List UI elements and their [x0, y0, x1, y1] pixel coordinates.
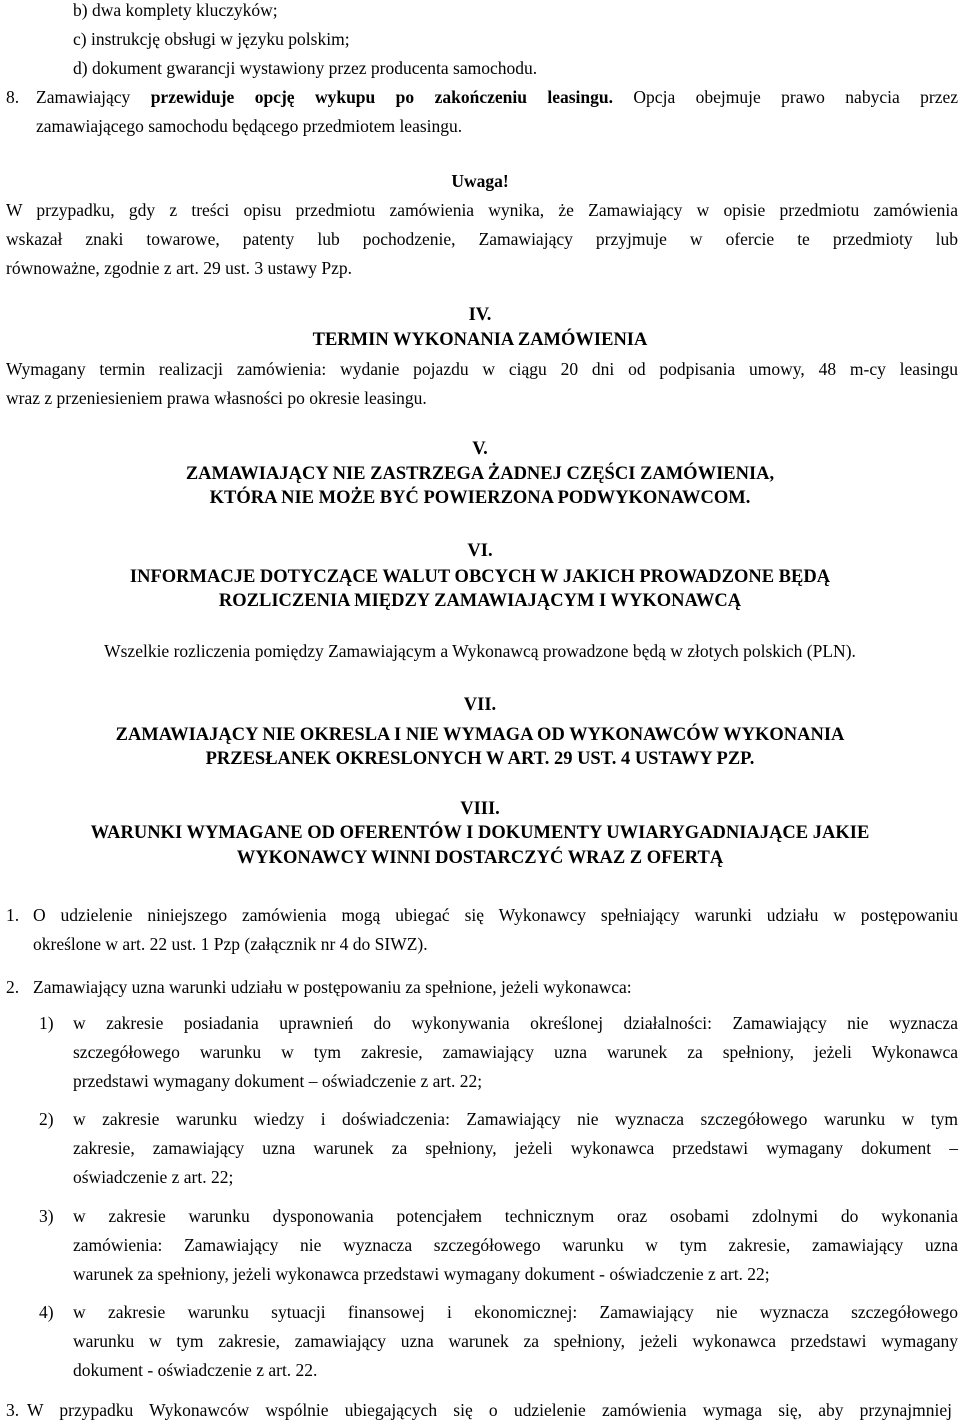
item-8-line-2: zamawiającego samochodu będącego przedmiotem leasingu. [36, 116, 463, 136]
section-8-title-2: WYKONAWCY WINNI DOSTARCZYĆ WRAZ Z OFERTĄ [236, 848, 724, 868]
point-3-number: 3. [6, 1400, 20, 1420]
note-line-1: W przypadku, gdy z treści opisu przedmiotu zamówienia wynika, że Zamawiający w opisie przedmiotu zamówienia [6, 200, 958, 220]
sub-2-line-2: zakresie, zamawiający uzna warunek za spełniony, jeżeli wykonawca przedstawi wymagany dokument – [73, 1138, 958, 1158]
item-8-number: 8. [6, 87, 20, 107]
section-8-number: VIII. [460, 799, 500, 819]
sub-2-line-1: w zakresie warunku wiedzy i doświadczenia: Zamawiający nie wyznacza szczegółowego warunku w tym [73, 1109, 958, 1129]
sub-3-number: 3) [39, 1206, 54, 1226]
item-8-lead: Zamawiający [36, 87, 131, 107]
sub-4-line-1: w zakresie warunku sytuacji finansowej i ekonomicznej: Zamawiający nie wyznacza szczegółowego [73, 1302, 958, 1322]
sub-3-line-1: w zakresie warunku dysponowania potencjałem technicznym oraz osobami zdolnymi do wykonania [73, 1206, 958, 1226]
list-item-c: c) instrukcję obsługi w języku polskim; [73, 29, 350, 49]
section-5-title-1: ZAMAWIAJĄCY NIE ZASTRZEGA ŻADNEJ CZĘŚCI ZAMÓWIENIA, [185, 464, 775, 484]
point-2-number: 2. [6, 977, 20, 997]
section-5-number: V. [472, 439, 488, 459]
item-8-bold: przewiduje opcję wykupu po zakończeniu leasingu. [150, 87, 613, 107]
sub-4-line-2: warunku w tym zakresie, zamawiający uzna warunek za spełniony, jeżeli wykonawca przedstawi wymagany [73, 1331, 958, 1351]
note-line-2: wskazał znaki towarowe, patenty lub pochodzenie, Zamawiający przyjmuje w ofercie te przedmioty lub [6, 229, 958, 249]
sub-4-line-3: dokument - oświadczenie z art. 22. [73, 1360, 318, 1380]
section-8-title-1: WARUNKI WYMAGANE OD OFERENTÓW I DOKUMENTY UWIARYGADNIAJĄCE JAKIE [90, 823, 870, 843]
section-6-title-2: ROZLICZENIA MIĘDZY ZAMAWIAJĄCYM I WYKONAWCĄ [218, 591, 742, 611]
sub-1-number: 1) [39, 1013, 54, 1033]
section-6-text: Wszelkie rozliczenia pomiędzy Zamawiającym a Wykonawcą prowadzone będą w złotych polskich (PLN). [104, 641, 856, 661]
section-7-title-1: ZAMAWIAJĄCY NIE OKRESLA I NIE WYMAGA OD WYKONAWCÓW WYKONANIA [115, 725, 845, 745]
sub-1-line-1: w zakresie posiadania uprawnień do wykonywania określonej działalności: Zamawiający nie wyznacza [73, 1013, 958, 1033]
section-5-title-2: KTÓRA NIE MOŻE BYĆ POWIERZONA PODWYKONAWCOM. [209, 488, 751, 508]
point-3-line-1: W przypadku Wykonawców wspólnie ubiegających się o udzielenie zamówienia wymaga się, aby przynajmniej [27, 1400, 952, 1420]
section-4-title: TERMIN WYKONANIA ZAMÓWIENIA [312, 330, 648, 350]
section-6-title-1: INFORMACJE DOTYCZĄCE WALUT OBCYCH W JAKICH PROWADZONE BĘDĄ [129, 567, 831, 587]
sub-2-number: 2) [39, 1109, 54, 1129]
section-7-title-2: PRZESŁANEK OKRESLONYCH W ART. 29 UST. 4 USTAWY PZP. [205, 749, 755, 769]
sub-3-line-2: zamówienia: Zamawiający nie wyznacza szczegółowego warunku w tym zakresie, zamawiający uzna [73, 1235, 958, 1255]
section-6-number: VI. [467, 541, 493, 561]
note-title: Uwaga! [451, 171, 509, 191]
list-item-d: d) dokument gwarancji wystawiony przez producenta samochodu. [73, 58, 538, 78]
note-line-3: równoważne, zgodnie z art. 29 ust. 3 ustawy Pzp. [6, 258, 353, 278]
sub-1-line-2: szczegółowego warunku w tym zakresie, zamawiający uzna warunek za spełniony, jeżeli Wykonawca [73, 1042, 958, 1062]
item-8-line-1 [36, 83, 958, 112]
sub-3-line-3: warunek za spełniony, jeżeli wykonawca przedstawi wymagany dokument - oświadczenie z art. 22; [73, 1264, 770, 1284]
list-item-b: b) dwa komplety kluczyków; [73, 0, 278, 20]
point-2-line-1: Zamawiający uzna warunki udziału w postępowaniu za spełnione, jeżeli wykonawca: [33, 977, 632, 997]
section-4-line-1: Wymagany termin realizacji zamówienia: wydanie pojazdu w ciągu 20 dni od podpisania umowy, 48 m-cy leasingu [6, 359, 958, 379]
point-1-number: 1. [6, 905, 20, 925]
item-8-rest: Opcja obejmuje prawo nabycia przez [633, 87, 959, 107]
sub-2-line-3: oświadczenie z art. 22; [73, 1167, 234, 1187]
section-4-line-2: wraz z przeniesieniem prawa własności po okresie leasingu. [6, 388, 427, 408]
sub-1-line-3: przedstawi wymagany dokument – oświadczenie z art. 22; [73, 1071, 483, 1091]
point-1-line-1: O udzielenie niniejszego zamówienia mogą ubiegać się Wykonawcy spełniający warunki udziału w postępowaniu [33, 905, 958, 925]
sub-4-number: 4) [39, 1302, 54, 1322]
section-7-number: VII. [463, 695, 497, 715]
point-1-line-2: określone w art. 22 ust. 1 Pzp (załącznik nr 4 do SIWZ). [33, 934, 428, 954]
section-4-number: IV. [468, 305, 492, 325]
